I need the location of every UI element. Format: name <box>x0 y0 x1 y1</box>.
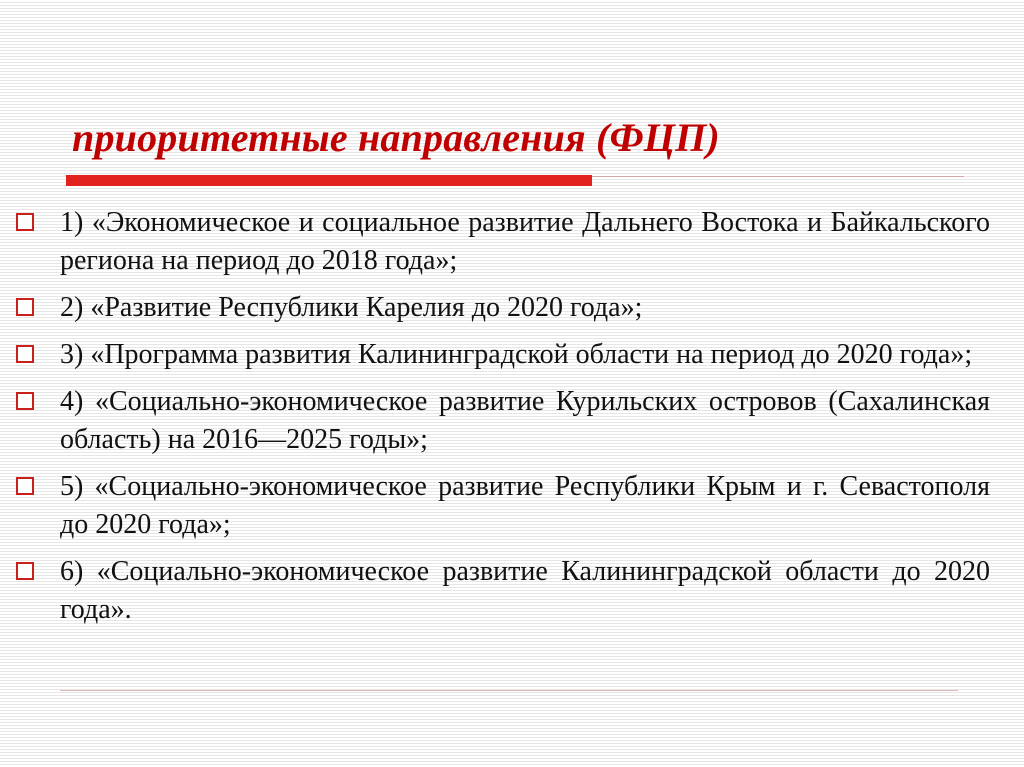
list-item <box>14 336 990 374</box>
bottom-divider <box>60 690 958 691</box>
list-item-text: 5) «Социально-экономическое развитие Республики Крым и г. Севастополя до 2020 года»; <box>60 471 990 540</box>
square-bullet-icon <box>16 213 34 231</box>
list-item-text: 4) «Социально-экономическое развитие Курильских островов (Сахалинская область) на 2016—2025 годы»; <box>60 386 990 455</box>
list-item <box>14 289 990 327</box>
square-bullet-icon <box>16 345 34 363</box>
list-item <box>14 468 990 544</box>
priority-list <box>14 204 990 638</box>
square-bullet-icon <box>16 562 34 580</box>
square-bullet-icon <box>16 392 34 410</box>
title-underline-accent <box>66 175 592 186</box>
list-item <box>14 553 990 629</box>
slide-title: приоритетные направления (ФЦП) <box>72 115 720 160</box>
list-item <box>14 383 990 459</box>
list-item-text: 6) «Социально-экономическое развитие Калининградской области до 2020 года». <box>60 556 990 625</box>
list-item-text: 1) «Экономическое и социальное развитие Дальнего Востока и Байкальского региона на период до 2018 года»; <box>60 207 990 276</box>
list-item-text: 2) «Развитие Республики Карелия до 2020 года»; <box>60 292 643 323</box>
square-bullet-icon <box>16 477 34 495</box>
list-item-text: 3) «Программа развития Калининградской области на период до 2020 года»; <box>60 339 973 370</box>
list-item <box>14 204 990 280</box>
square-bullet-icon <box>16 298 34 316</box>
title-underline-rule <box>592 176 964 177</box>
